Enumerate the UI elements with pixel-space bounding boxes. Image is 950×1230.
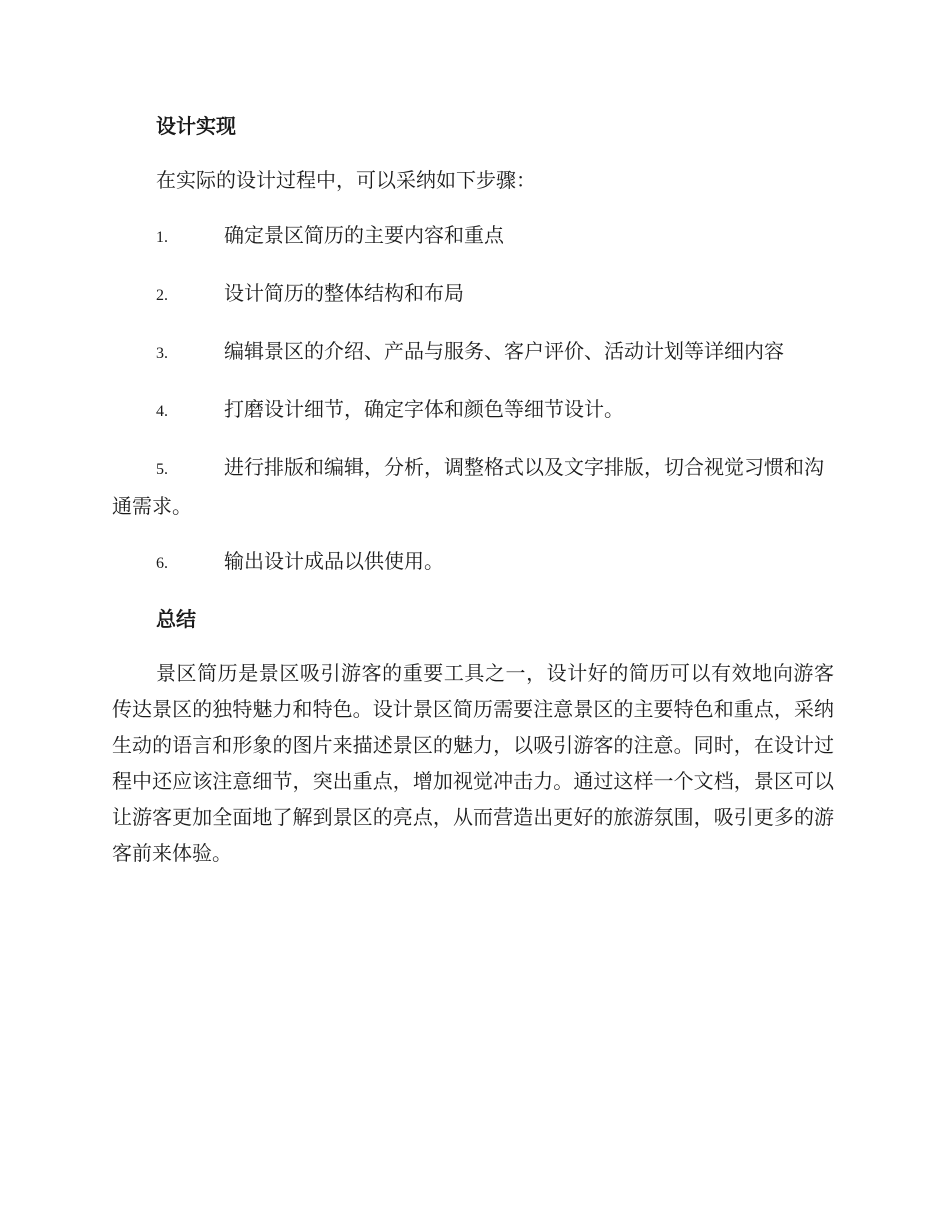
- list-text: 进行排版和编辑，分析，调整格式以及文字排版，切合视觉习惯和沟通需求。: [112, 455, 824, 518]
- list-number: 1.: [156, 229, 168, 246]
- intro-paragraph: 在实际的设计过程中，可以采纳如下步骤：: [156, 168, 536, 192]
- section-heading-design: 设计实现: [156, 114, 236, 138]
- list-text: 输出设计成品以供使用。: [224, 549, 444, 573]
- list-item: [112, 333, 834, 372]
- list-text: 设计简历的整体结构和布局: [224, 281, 464, 305]
- list-text: 打磨设计细节，确定字体和颜色等细节设计。: [224, 397, 624, 421]
- list-number: 4.: [156, 403, 168, 420]
- section-heading-summary: 总结: [156, 607, 196, 631]
- list-number: 6.: [156, 555, 168, 572]
- list-item: [112, 275, 834, 314]
- list-item: [112, 543, 834, 582]
- list-item: [112, 391, 834, 430]
- list-number: 2.: [156, 287, 168, 304]
- list-number: 3.: [156, 345, 168, 362]
- list-number: 5.: [156, 461, 168, 478]
- summary-paragraph: 景区简历是景区吸引游客的重要工具之一，设计好的简历可以有效地向游客传达景区的独特魅力和特色。设计景区简历需要注意景区的主要特色和重点，采纳生动的语言和形象的图片来描述景区的魅力，以吸引游客的注意。同时，在设计过程中还应该注意细节，突出重点，增加视觉冲击力。通过这样一个文档，景区可以让游客更加全面地了解到景区的亮点，从而营造出更好的旅游氛围，吸引更多的游客前来体验。: [112, 661, 834, 865]
- list-item: [112, 217, 834, 256]
- list-text: 编辑景区的介绍、产品与服务、客户评价、活动计划等详细内容: [224, 339, 784, 363]
- steps-list: [112, 217, 834, 582]
- document-page: [112, 108, 834, 871]
- list-item: [112, 449, 834, 524]
- list-text: 确定景区简历的主要内容和重点: [224, 223, 504, 247]
